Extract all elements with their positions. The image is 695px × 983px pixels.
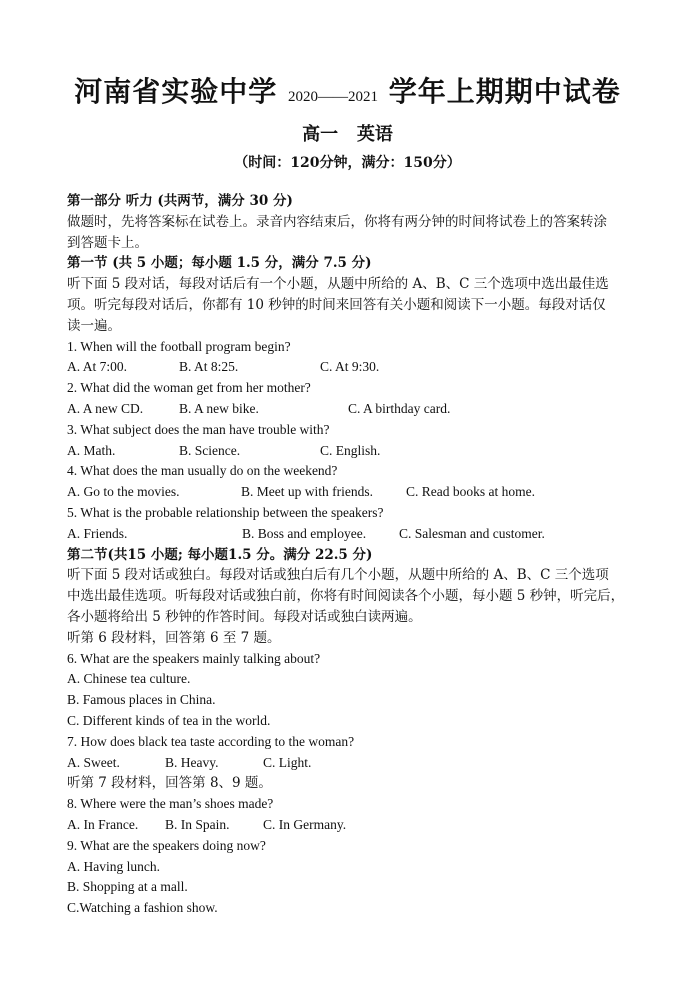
option-a: A. Friends.: [67, 525, 128, 541]
title-term: 学年上期期中试卷: [388, 75, 621, 108]
option-c: C. In Germany.: [263, 816, 347, 832]
question-options: [67, 482, 632, 503]
question-stem: 4. What does the man usually do on the weekend?: [67, 463, 338, 479]
option-b: B. At 8:25.: [179, 359, 239, 375]
exam-title: [0, 70, 695, 110]
title-year: 2020——2021: [288, 89, 378, 105]
option-b: B. Famous places in China.: [67, 692, 216, 708]
option-a: A. At 7:00.: [67, 359, 128, 375]
option-c: C. Read books at home.: [406, 484, 535, 500]
option-b: B. In Spain.: [165, 816, 230, 832]
question-stem: 8. Where were the man’s shoes made?: [67, 796, 274, 812]
question-stem: 2. What did the woman get from her mother?: [67, 380, 311, 396]
section1-instruction-line: 项。听完每段对话后，你都有 10 秒钟的时间来回答有关小题和阅读下一小题。每段对话仅: [67, 296, 606, 313]
option-a: A. Go to the movies.: [67, 484, 180, 500]
section1-heading: 第一节 (共 5 小题；每小题 1.5 分，满分 7.5 分): [67, 255, 372, 272]
section1-instruction-line: 读一遍。: [67, 317, 121, 334]
question-options: [67, 815, 632, 836]
option-c: C. English.: [320, 442, 381, 458]
option-c: C. Different kinds of tea in the world.: [67, 712, 271, 728]
question-stem: 1. When will the football program begin?: [67, 338, 291, 354]
title-school: 河南省实验中学: [74, 75, 278, 108]
option-c: C.Watching a fashion show.: [67, 900, 218, 916]
text-intro: 听第 6 段材料，回答第 6 至 7 题。: [67, 629, 281, 646]
section2-instruction-line: 各小题将给出 5 秒钟的作答时间。每段对话或独白读两遍。: [67, 608, 422, 625]
question-stem: 3. What subject does the man have trouble with?: [67, 421, 330, 437]
option-a: A. A new CD.: [67, 400, 144, 416]
question-options: [67, 399, 632, 420]
option-a: A. Sweet.: [67, 754, 120, 770]
question-options: [67, 441, 632, 462]
question-stem: 7. How does black tea taste according to the woman?: [67, 733, 355, 749]
option-a: A. Having lunch.: [67, 858, 160, 874]
option-b: B. Heavy.: [165, 754, 219, 770]
option-b: B. Shopping at a mall.: [67, 879, 188, 895]
option-b: B. Boss and employee.: [242, 525, 367, 541]
option-a: A. In France.: [67, 816, 139, 832]
part1-heading: 第一部分 听力 (共两节，满分 30 分): [67, 193, 293, 209]
option-b: B. A new bike.: [179, 400, 259, 416]
exam-content: [67, 191, 632, 919]
text-intro: 听第 7 段材料，回答第 8、9 题。: [67, 775, 272, 792]
option-a: A. Math.: [67, 442, 116, 458]
part1-instruction-line: 做题时，先将答案标在试卷上。录音内容结束后，你将有两分钟的时间将试卷上的答案转涂: [67, 213, 607, 230]
section1-instruction-line: 听下面 5 段对话，每段对话后有一个小题，从题中所给的 A、B、C 三个选项中选出最佳选: [67, 276, 609, 293]
time-info: （时间：120分钟，满分：150分）: [234, 155, 461, 171]
option-c: C. Salesman and customer.: [399, 525, 545, 541]
question-stem: 5. What is the probable relationship between the speakers?: [67, 504, 384, 520]
option-c: C. Light.: [263, 754, 312, 770]
question-options: [67, 753, 632, 774]
option-a: A. Chinese tea culture.: [67, 671, 191, 687]
question-stem: 9. What are the speakers doing now?: [67, 837, 266, 853]
question-options: [67, 524, 632, 545]
part1-instruction-line: 到答题卡上。: [67, 234, 148, 251]
section2-heading: 第二节(共15 小题; 每小题1.5 分。满分 22.5 分): [67, 546, 373, 563]
section2-instruction-line: 中选出最佳选项。听每段对话或独白前，你将有时间阅读各个小题，每小题 5 秒钟，听完后，: [67, 588, 625, 605]
section2-instruction-line: 听下面 5 段对话或独白。每段对话或独白后有几个小题，从题中所给的 A、B、C 三个选项: [67, 567, 609, 584]
question-stem: 6. What are the speakers mainly talking about?: [67, 650, 321, 666]
option-c: C. At 9:30.: [320, 359, 380, 375]
question-options: [67, 357, 632, 378]
exam-subtitle: 高一 英语: [302, 124, 393, 145]
option-b: B. Science.: [179, 442, 241, 458]
option-b: B. Meet up with friends.: [241, 484, 373, 500]
option-c: C. A birthday card.: [348, 400, 451, 416]
